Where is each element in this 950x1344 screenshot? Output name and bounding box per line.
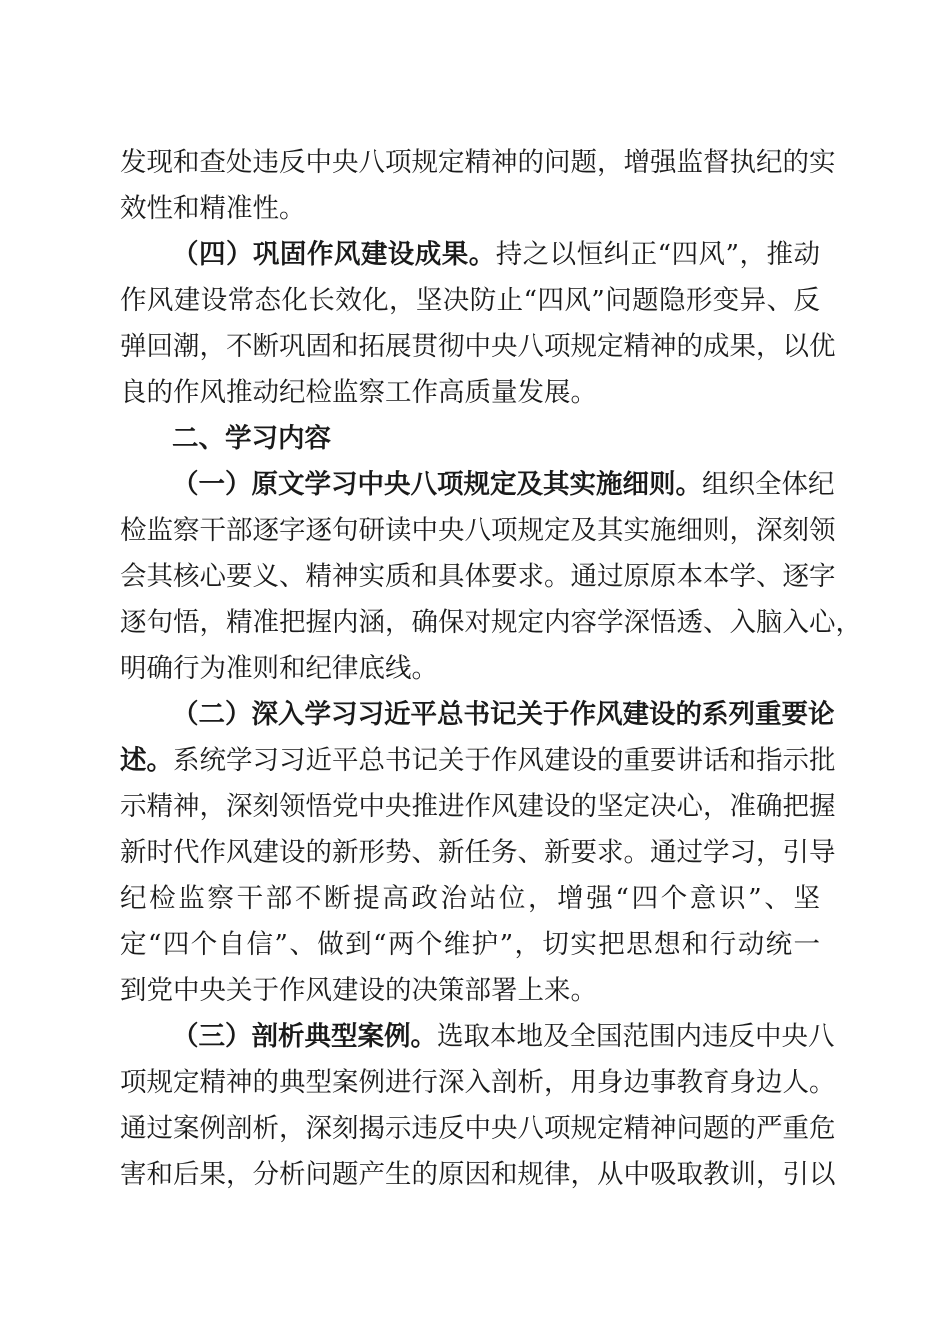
paragraph-line [120,324,836,370]
paragraph-line [172,1014,835,1060]
line-text: 效性和精准性。 [120,193,306,224]
line-text: 持之以恒纠正“四风”，推动 [495,239,820,270]
line-text: 害和后果，分析问题产生的原因和规律，从中吸取教训，引以 [120,1159,836,1190]
line-text: 纪检监察干部不断提高政治站位，增强“四个意识”、坚 [120,883,820,914]
section-title-text: 二、学习内容 [172,423,331,454]
section-heading-2: （二）深入学习习近平总书记关于作风建设的系列重要论 [172,699,835,730]
line-text: 选取本地及全国范围内违反中央八 [437,1021,835,1052]
section-heading-4: （四）巩固作风建设成果。 [172,239,496,270]
line-text: 良的作风推动纪检监察工作高质量发展。 [120,377,597,408]
line-text: 新时代作风建设的新形势、新任务、新要求。通过学习，引导 [120,837,836,868]
paragraph-line [120,1152,836,1198]
line-text: 定“四个自信”、做到“两个维护”，切实把思想和行动统一 [120,929,820,960]
line-text: 弹回潮，不断巩固和拓展贯彻中央八项规定精神的成果，以优 [120,331,836,362]
line-text: 系统学习习近平总书记关于作风建设的重要讲话和指示批 [173,745,836,776]
section-title [172,416,820,462]
paragraph-line [120,922,820,968]
paragraph-line [120,738,836,784]
paragraph-line [120,1060,836,1106]
line-text: 检监察干部逐字逐句研读中央八项规定及其实施细则，深刻领 [120,515,836,546]
line-text: 项规定精神的典型案例进行深入剖析，用身边事教育身边人。 [120,1067,836,1098]
paragraph-line [120,140,836,186]
paragraph-line [120,876,820,922]
line-text: 通过案例剖析，深刻揭示违反中央八项规定精神问题的严重危 [120,1113,836,1144]
line-text: 到党中央关于作风建设的决策部署上来。 [120,975,597,1006]
paragraph-line [172,692,835,738]
paragraph-line [120,646,820,692]
section-heading-1: （一）原文学习中央八项规定及其实施细则。 [172,469,702,500]
paragraph-line [120,600,862,646]
paragraph-line [172,462,835,508]
paragraph-line [172,232,820,278]
section-heading-2-cont: 述。 [120,745,173,776]
line-text: 明确行为准则和纪律底线。 [120,653,438,684]
paragraph-line [120,830,836,876]
paragraph-line [120,968,820,1014]
paragraph-line [120,1106,836,1152]
line-text: 发现和查处违反中央八项规定精神的问题，增强监督执纪的实 [120,147,836,178]
line-text: 作风建设常态化长效化，坚决防止“四风”问题隐形变异、反 [120,285,820,316]
paragraph-line [120,784,836,830]
paragraph-line [120,186,820,232]
line-text: 逐句悟，精准把握内涵，确保对规定内容学深悟透、入脑入心， [120,607,862,638]
line-text: 会其核心要义、精神实质和具体要求。通过原原本本学、逐字 [120,561,836,592]
section-heading-3: （三）剖析典型案例。 [172,1021,437,1052]
paragraph-line [120,370,820,416]
paragraph-line [120,554,836,600]
paragraph-line [120,508,836,554]
line-text: 组织全体纪 [702,469,835,500]
line-text: 示精神，深刻领悟党中央推进作风建设的坚定决心，准确把握 [120,791,836,822]
paragraph-line [120,278,820,324]
